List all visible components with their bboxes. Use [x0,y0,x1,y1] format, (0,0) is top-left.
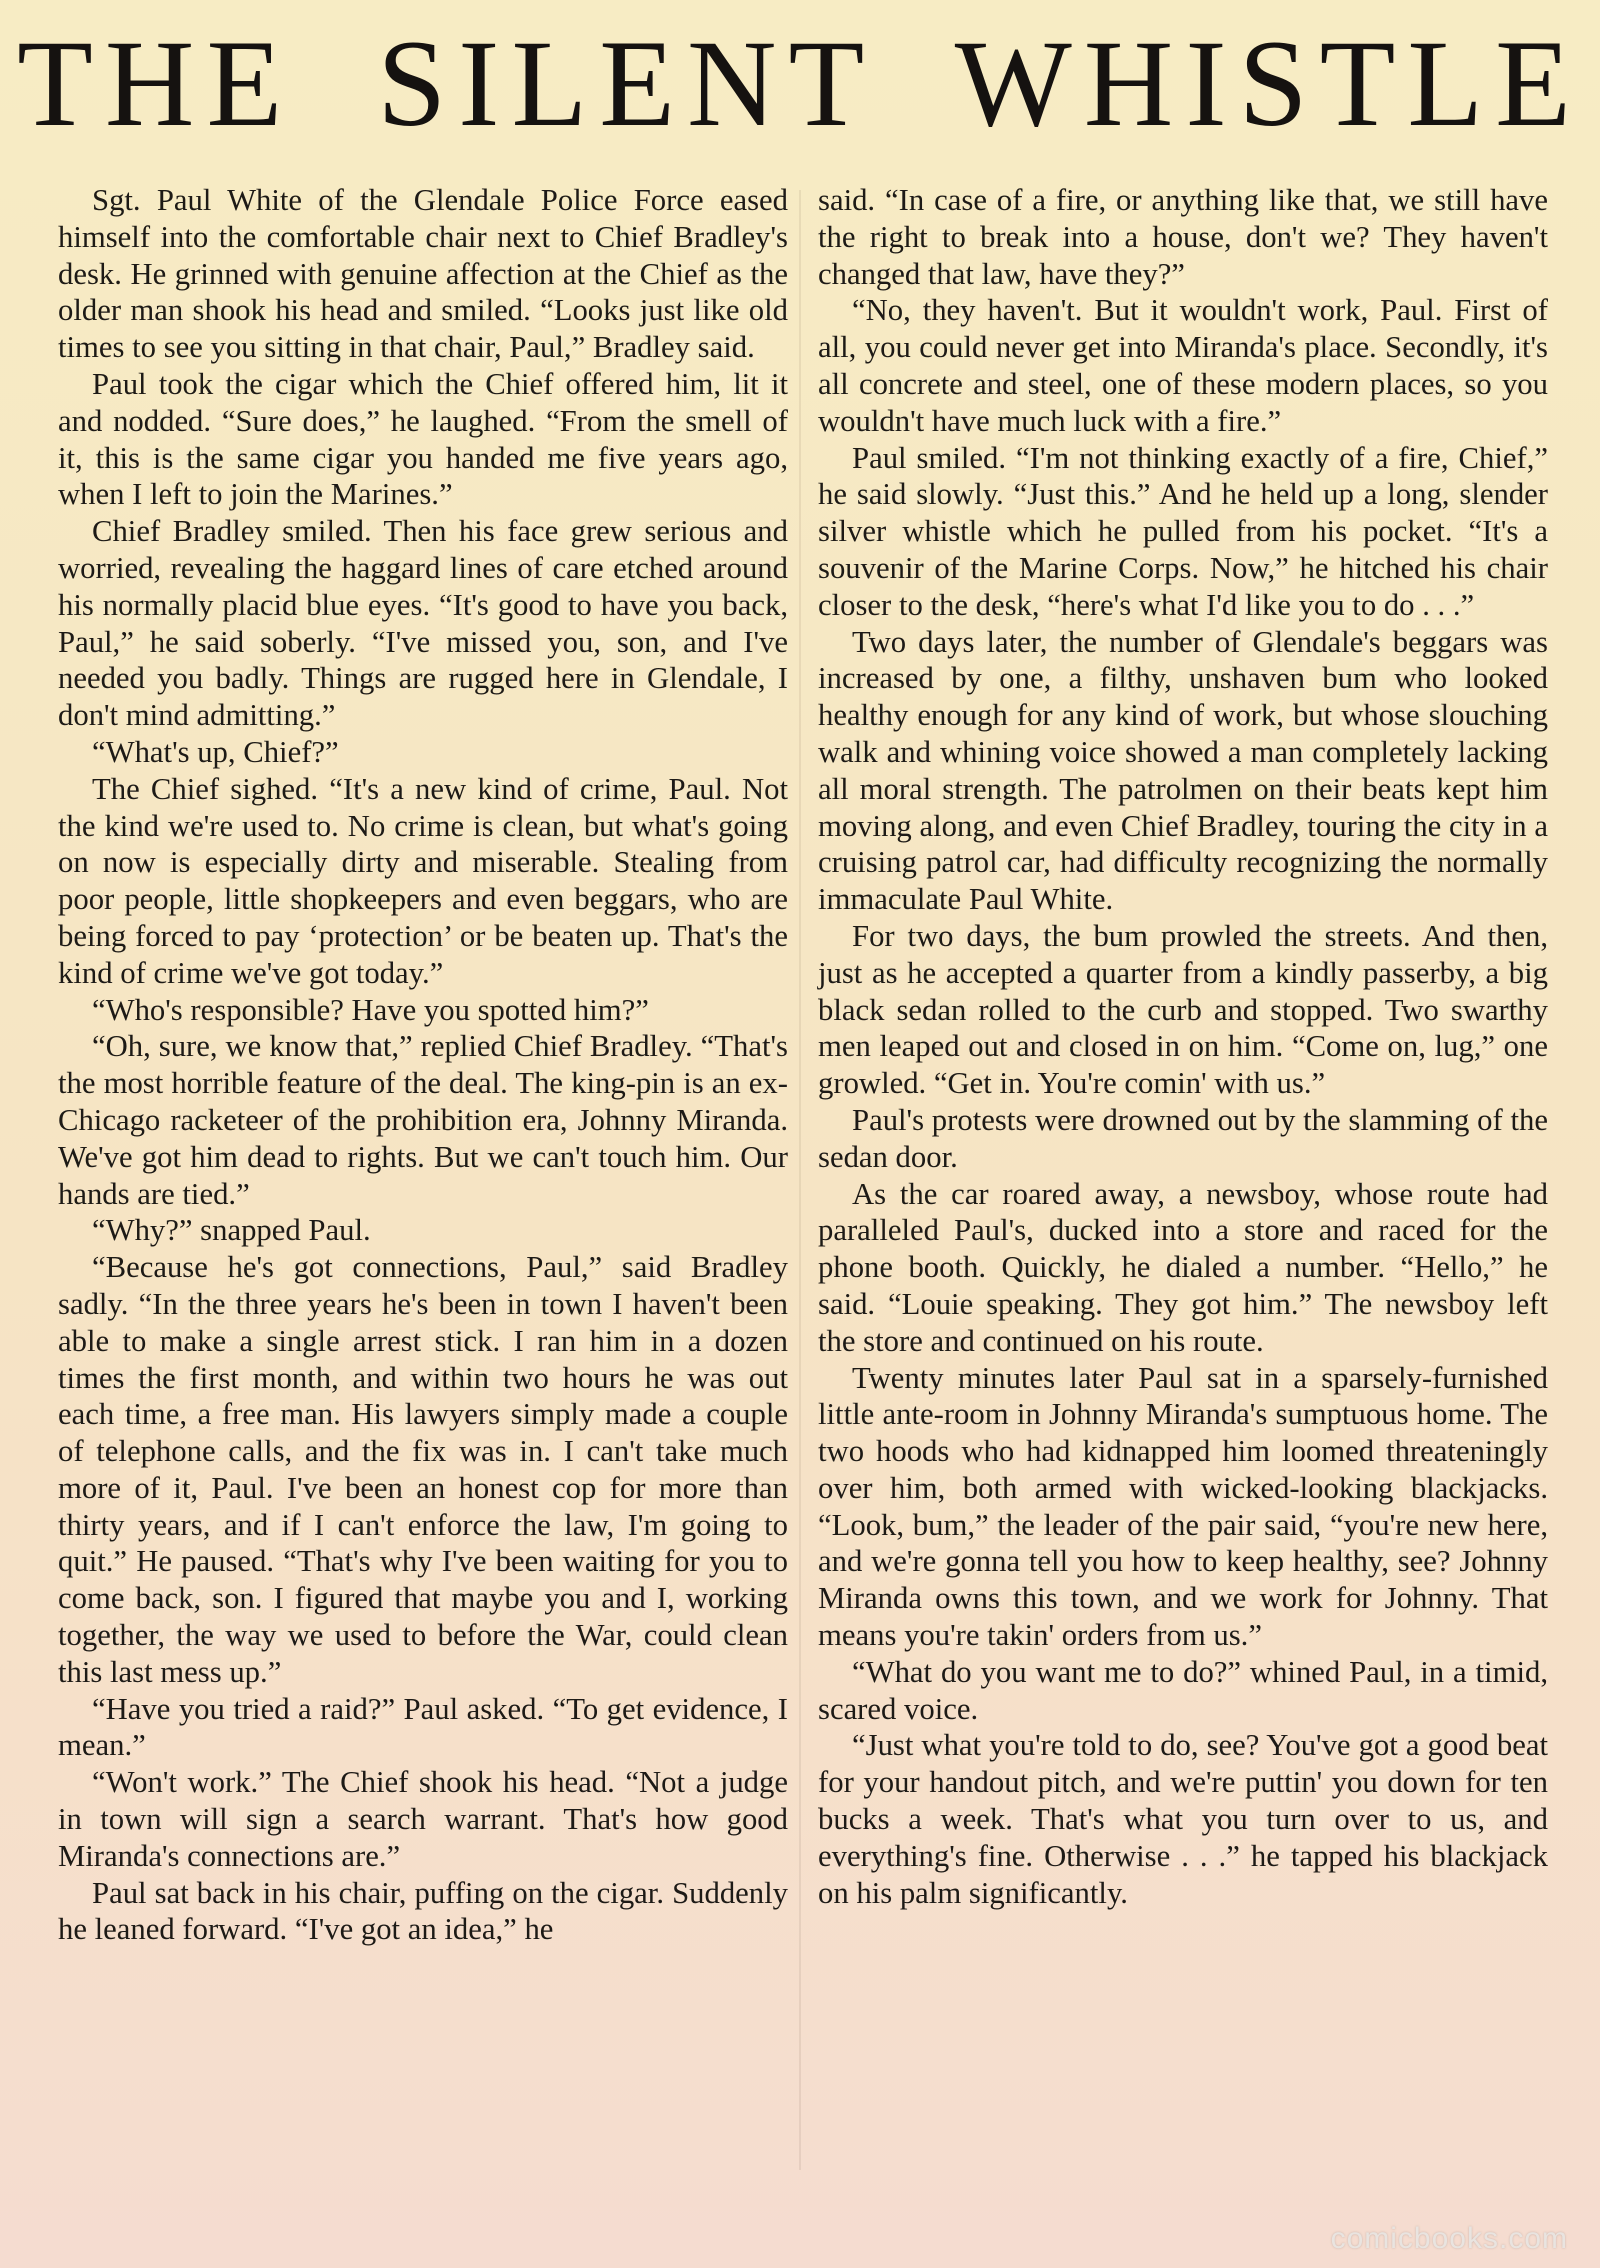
story-title: THE SILENT WHISTLE [17,15,1583,152]
paragraph: “What do you want me to do?” whined Paul, in a timid, scared voice. [818,1654,1548,1726]
paragraph-continuation: said. “In case of a fire, or anything like that, we still have the right to break into a house, don't we? They haven't changed that law, have they?” [818,183,1548,291]
column-divider [799,190,801,2170]
paragraph: “Won't work.” The Chief shook his head. “Not a judge in town will sign a search warrant. That's how good Miranda's connections are.” [58,1765,788,1873]
paragraph: “No, they haven't. But it wouldn't work, Paul. First of all, you could never get into Miranda's place. Secondly, it's all concrete and steel, one of these modern places, so you wouldn't have much luck with a fire.” [818,293,1548,438]
paragraph: Paul took the cigar which the Chief offered him, lit it and nodded. “Sure does,” he laughed. “From the smell of it, this is the same cigar you handed me five years ago, when I left to join the Marines.” [58,366,788,512]
site-watermark: comicbooks.com [1330,2222,1568,2255]
paragraph: Paul's protests were drowned out by the slamming of the sedan door. [818,1102,1548,1174]
paragraph: Paul smiled. “I'm not thinking exactly of a fire, Chief,” he said slowly. “Just this.” And he held up a long, slender silver whistle which he pulled from his pocket. “It's a souvenir of the Marine Corps. Now,” he hitched his chair closer to the desk, “here's what I'd like you to do . . .” [818,440,1548,622]
left-column [58,182,788,2182]
paragraph: “Who's responsible? Have you spotted him?” [92,992,649,1027]
paragraph: “Just what you're told to do, see? You've got a good beat for your handout pitch, and we're puttin' you down for ten bucks a week. That's what you turn over to us, and everything's fine. Otherwise . . .” he tapped his blackjack on his palm significantly. [818,1728,1548,1910]
paragraph: “Oh, sure, we know that,” replied Chief Bradley. “That's the most horrible feature of the deal. The king-pin is an ex-Chicago racketeer of the prohibition era, Johnny Miranda. We've got him dead to rights. But we can't touch him. Our hands are tied.” [58,1029,788,1211]
paragraph: Twenty minutes later Paul sat in a sparsely-furnished little ante-room in Johnny Miranda's sumptuous home. The two hoods who had kidnapped him loomed threateningly over him, both armed with wicked-looking blackjacks. “Look, bum,” the leader of the pair said, “you're new here, and we're gonna tell you how to keep healthy, see? Johnny Miranda owns this town, and we work for Johnny. That means you're takin' orders from us.” [818,1360,1548,1653]
paragraph: Paul sat back in his chair, puffing on the cigar. Suddenly he leaned forward. “I've got an idea,” he [58,1875,788,1947]
paragraph: Sgt. Paul White of the Glendale Police Force eased himself into the comfortable chair next to Chief Bradley's desk. He grinned with genuine affection at the Chief as the older man shook his head and smiled. “Looks just like old times to see you sitting in that chair, Paul,” Bradley said. [58,183,788,365]
paragraph: Two days later, the number of Glendale's beggars was increased by one, a filthy, unshaven bum who looked healthy enough for any kind of work, but whose slouching walk and whining voice showed a man completely lacking all moral strength. The patrolmen on their beats kept him moving along, and even Chief Bradley, touring the city in a cruising patrol car, had difficulty recognizing the normally immaculate Paul White. [818,624,1548,917]
paragraph: “Why?” snapped Paul. [92,1213,371,1248]
paragraph: As the car roared away, a newsboy, whose route had paralleled Paul's, ducked into a store and raced for the phone booth. Quickly, he dialed a number. “Hello,” he said. “Louie speaking. They got him.” The newsboy left the store and continued on his route. [818,1176,1548,1358]
paragraph: The Chief sighed. “It's a new kind of crime, Paul. Not the kind we're used to. No crime is clean, but what's going on now is especially dirty and miserable. Stealing from poor people, little shopkeepers and even beggars, who are being forced to pay ‘protection’ or be beaten up. That's the kind of crime we've got today.” [58,771,788,990]
right-column [818,182,1548,2182]
paragraph: “Have you tried a raid?” Paul asked. “To get evidence, I mean.” [58,1691,788,1763]
paragraph: “What's up, Chief?” [92,734,339,769]
paragraph: For two days, the bum prowled the streets. And then, just as he accepted a quarter from a kindly passerby, a big black sedan rolled to the curb and stopped. Two swarthy men leaped out and closed in on him. “Come on, lug,” one growled. “Get in. You're comin' with us.” [818,918,1548,1101]
paragraph: Chief Bradley smiled. Then his face grew serious and worried, revealing the haggard lines of care etched around his normally placid blue eyes. “It's good to have you back, Paul,” he said soberly. “I've missed you, son, and I've needed you badly. Things are rugged here in Glendale, I don't mind admitting.” [58,514,788,733]
paragraph: “Because he's got connections, Paul,” said Bradley sadly. “In the three years he's been in town I haven't been able to make a single arrest stick. I ran him in a dozen times the first month, and within two hours he was out each time, a free man. His lawyers simply made a couple of telephone calls, and the fix was in. I can't take much more of it, Paul. I've been an honest cop for more than thirty years, and if I can't enforce the law, I'm going to quit.” He paused. “That's why I've been waiting for you to come back, son. I figured that maybe you and I, working together, the way we used to before the War, could clean this last mess up.” [58,1250,788,1689]
